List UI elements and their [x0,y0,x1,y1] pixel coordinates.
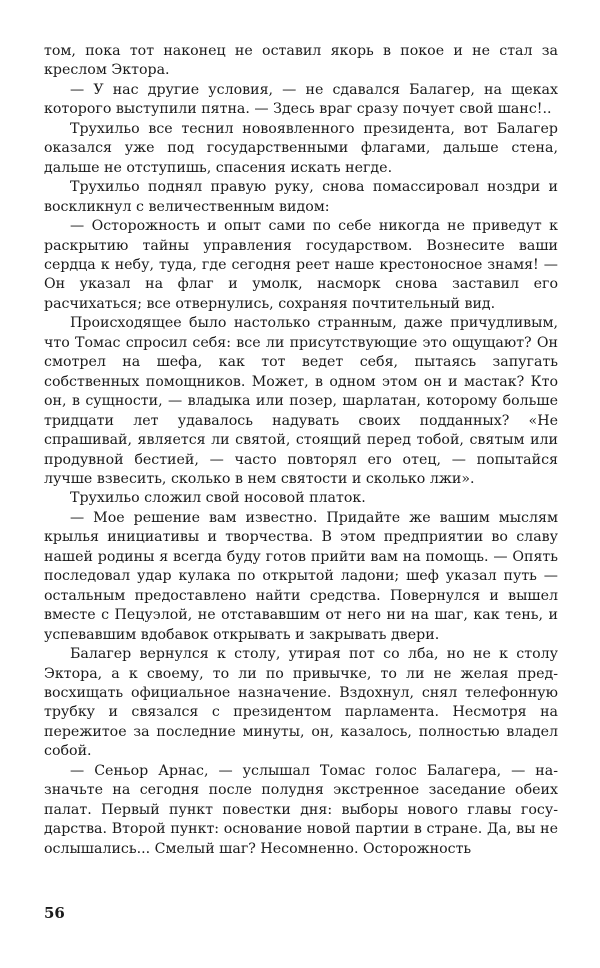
paragraph: Трухильо поднял правую руку, снова помассировал ноздри и воскликнул с величественным видом: [44,179,558,215]
paragraph: Трухильо сложил свой носовой платок. [70,490,366,507]
paragraph-continuation: том, пока тот наконец не оставил якорь в покое и не стал за креслом Эктора. [44,43,558,79]
paragraph: Происходящее было настолько странным, даже причудливым, что Томас спросил себя: все ли присутствующие это ощущают? Он смотрел на шефа, как тот ведет себя, пытаясь запугать собственных помощников. Может, в одном этом он и мастак? Кто он, в сущности, — владыка или позер, шарлатан, которому больше тридцати лет удавалось надувать своих подданных? «Не спрашивай, является ли святой, стоящий перед тобой, святым или продувной бестией, — часто повторял его отец, — попытайся лучше взвесить, сколько в нем святости и сколько лжи». [44,315,558,487]
paragraph-dialogue: — Сеньор Арнас, — услышал Томас голос Балагера, — назначьте на сегодня после полудня экстренное заседание обеих палат. Первый пункт повестки дня: выборы нового главы государства. Второй пункт: основание новой партии в стране. Да, вы не ослышались... Смелый шаг? Несомненно. Осторожность [44,762,558,857]
paragraph-dialogue: — У нас другие условия, — не сдавался Балагер, на щеках которого выступили пятна. — Здесь враг сразу почует свой шанс!.. [44,81,558,118]
paragraph: Трухильо все теснил новоявленного президента, вот Балагер оказался уже под государственными флагами, дальше стена, дальше не отступишь, спасения искать негде. [44,120,558,176]
book-page-text [44,42,558,859]
paragraph-dialogue: — Мое решение вам известно. Придайте же вашим мыслям крылья инициативы и творчества. В этом предприятии во славу нашей родины я всегда буду готов прийти вам на помощь. — Опять последовал удар кулака по открытой ладони; шеф указал путь — остальным предоставлено найти средства. Повернулся и вышел вместе с Пецуэлой, не отстававшим от него ни на шаг, как тень, и успевавшим вдобавок открывать и закрывать двери. [44,509,558,643]
paragraph-dialogue: — Осторожность и опыт сами по себе никогда не приведут к раскрытию тайны управления государством. Вознесите ваши сердца к небу, туда, где сегодня реет наше крестоносное знамя! — Он указал на флаг и умолк, насморк снова заставил его расчихаться; все отвернулись, сохраняя почтительный вид. [44,218,558,312]
paragraph: Балагер вернулся к столу, утирая пот со лба, но не к столу Эктора, а к своему, то ли по привычке, то ли не желая предвосхищать официальное назначение. Вздохнул, снял телефонную трубку и связался с президентом парламента. Несмотря на пережитое за последние минуты, он, казалось, полностью владел собой. [44,646,558,760]
page-number: 56 [44,904,65,922]
